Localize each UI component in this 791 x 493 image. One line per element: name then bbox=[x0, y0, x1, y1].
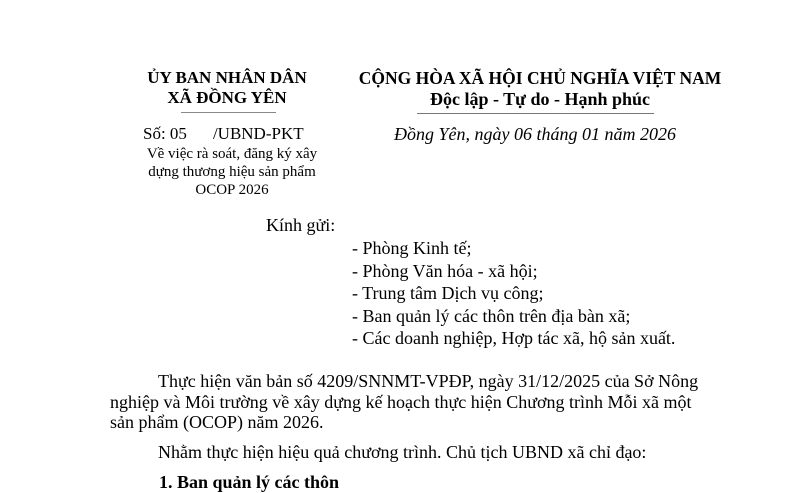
body-paragraph-2: Nhằm thực hiện hiệu quả chương trình. Chủ tịch UBND xã chỉ đạo: bbox=[158, 442, 647, 462]
document-subject-line2: dựng thương hiệu sản phẩm bbox=[148, 164, 316, 180]
national-title: CỘNG HÒA XÃ HỘI CHỦ NGHĨA VIỆT NAM bbox=[358, 68, 722, 88]
document-subject-line3: OCOP 2026 bbox=[195, 182, 269, 198]
recipient-item: - Phòng Văn hóa - xã hội; bbox=[352, 260, 538, 281]
body-paragraph-1 bbox=[110, 371, 716, 433]
national-motto: Độc lập - Tự do - Hạnh phúc bbox=[429, 89, 651, 109]
recipient-item: - Phòng Kinh tế; bbox=[352, 238, 472, 258]
recipient-list bbox=[352, 237, 675, 350]
document-number bbox=[143, 124, 304, 144]
greeting: Kính gửi: bbox=[266, 215, 336, 235]
document-number-suffix: /UBND-PKT bbox=[212, 124, 304, 143]
section-heading-1: 1. Ban quản lý các thôn bbox=[159, 472, 340, 492]
organization-name-line1: ỦY BAN NHÂN DÂN bbox=[147, 68, 307, 87]
organization-name-line2: XÃ ĐỒNG YÊN bbox=[167, 88, 287, 107]
document-subject-line1: Về việc rà soát, đăng ký xây bbox=[146, 146, 318, 162]
recipient-item: - Các doanh nghiệp, Hợp tác xã, hộ sản xuất. bbox=[352, 328, 676, 348]
national-motto-underline bbox=[417, 113, 654, 114]
recipient-item: - Ban quản lý các thôn trên địa bàn xã; bbox=[352, 305, 631, 326]
body-paragraph-1-line1: Thực hiện văn bản số 4209/SNNMT-VPĐP, ngày 31/12/2025 của Sở Nông bbox=[158, 371, 699, 391]
document-number-prefix: Số: 05 bbox=[143, 124, 187, 143]
place-date: Đồng Yên, ngày 06 tháng 01 năm 2026 bbox=[394, 124, 676, 144]
recipient-item: - Trung tâm Dịch vụ công; bbox=[352, 283, 544, 303]
organization-underline bbox=[181, 112, 276, 113]
body-paragraph-1-line3: sản phẩm (OCOP) năm 2026. bbox=[110, 412, 324, 432]
body-paragraph-1-line2: nghiệp và Môi trường về xây dựng kế hoạch thực hiện Chương trình Mỗi xã một bbox=[110, 391, 692, 412]
